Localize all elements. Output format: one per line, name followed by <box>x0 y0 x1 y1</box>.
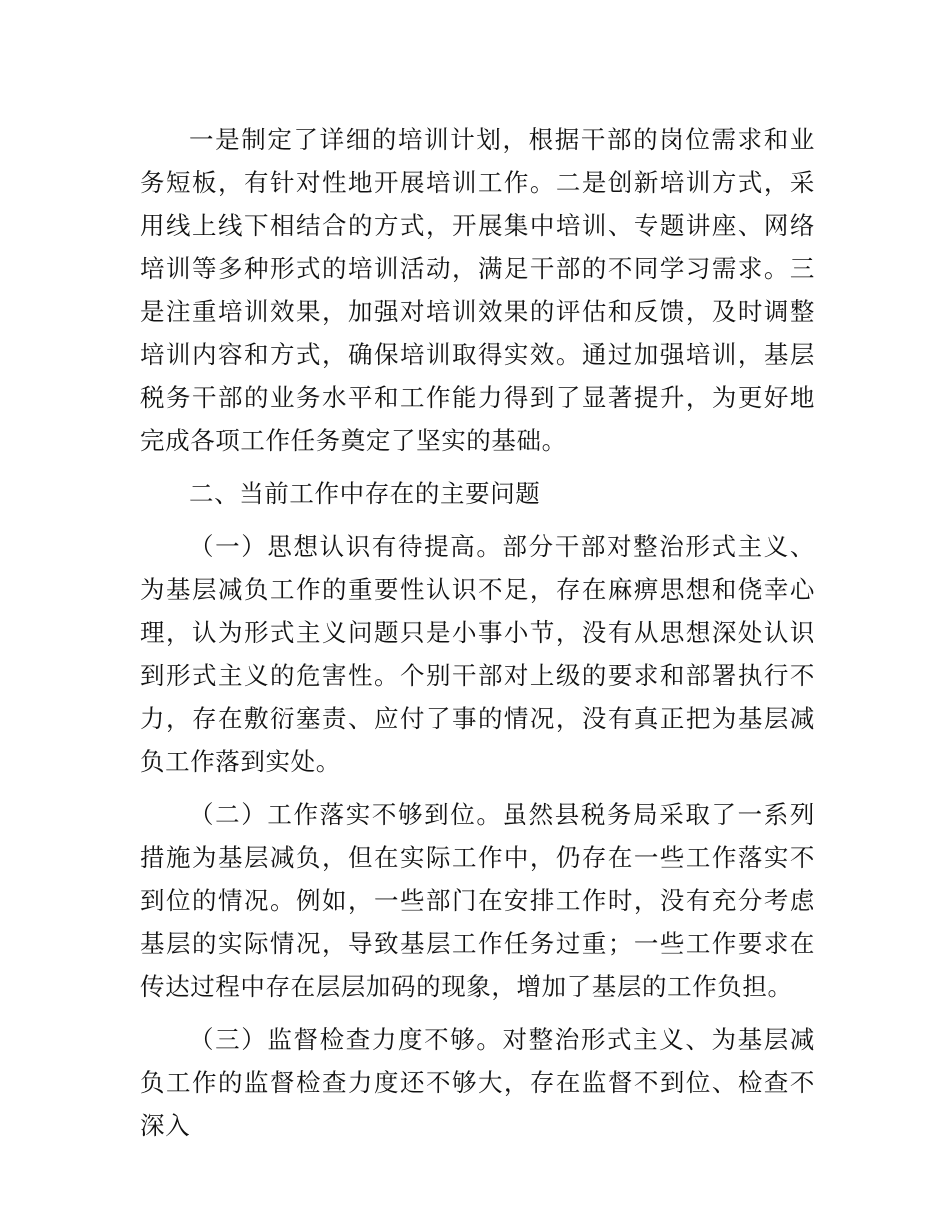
section-heading-problems: 二、当前工作中存在的主要问题 <box>189 479 541 508</box>
paragraph-training-measures: 一是制定了详细的培训计划，根据干部的岗位需求和业务短板，有针对性地开展培训工作。二是创新培训方式，采用线上线下相结合的方式，开展集中培训、专题讲座、网络培训等多种形式的培训活动，满足干部的不同学习需求。三是注重培训效果，加强对培训效果的评估和反馈，及时调整培训内容和方式，确保培训取得实效。通过加强培训，基层税务干部的业务水平和工作能力得到了显著提升，为更好地完成各项工作任务奠定了坚实的基础。 <box>140 125 815 455</box>
paragraph-problem-supervision: （三）监督检查力度不够。对整治形式主义、为基层减负工作的监督检查力度还不够大，存在监督不到位、检查不深入 <box>140 1025 815 1140</box>
paragraph-spacer <box>140 1008 815 1018</box>
paragraph-problem-awareness: （一）思想认识有待提高。部分干部对整治形式主义、为基层减负工作的重要性认识不足，存在麻痹思想和侥幸心理，认为形式主义问题只是小事小节，没有从思想深处认识到形式主义的危害性。个别干部对上级的要求和部署执行不力，存在敷衍塞责、应付了事的情况，没有真正把为基层减负工作落到实处。 <box>140 532 815 776</box>
paragraph-spacer <box>140 783 815 793</box>
document-body <box>140 118 815 1147</box>
paragraph-spacer <box>140 515 815 525</box>
paragraph-problem-implementation: （二）工作落实不够到位。虽然县税务局采取了一系列措施为基层减负，但在实际工作中，仍存在一些工作落实不到位的情况。例如，一些部门在安排工作时，没有充分考虑基层的实际情况，导致基层工作任务过重；一些工作要求在传达过程中存在层层加码的现象，增加了基层的工作负担。 <box>140 800 815 1001</box>
paragraph-spacer <box>140 462 815 472</box>
